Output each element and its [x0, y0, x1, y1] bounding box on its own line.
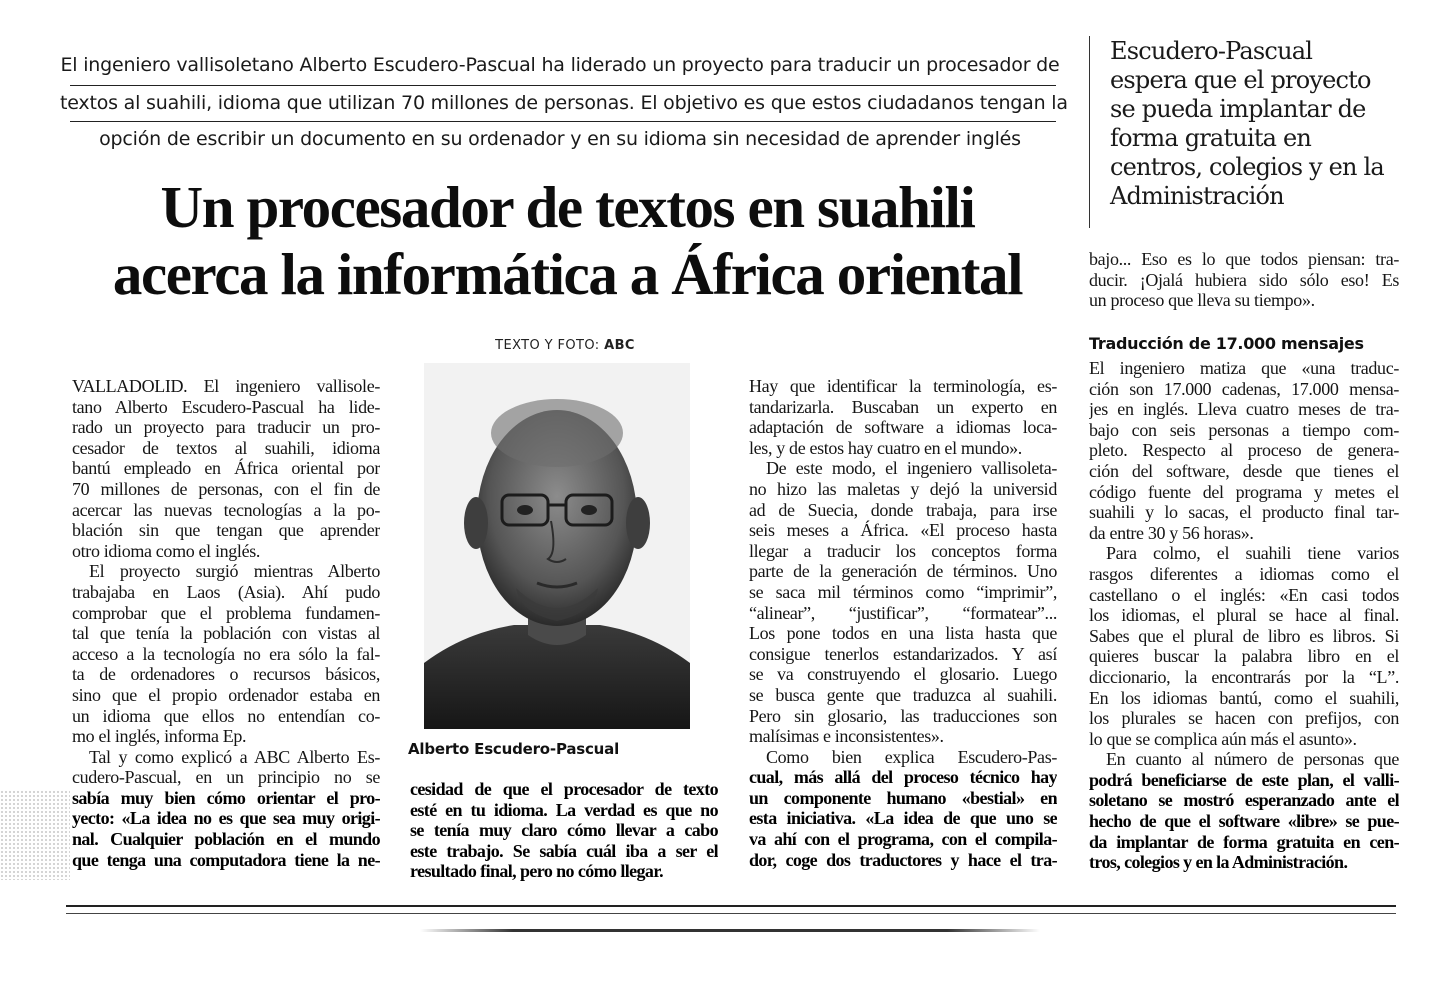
body-line: “alinear”, “justificar”, “formatear”... [749, 602, 1057, 623]
body-line: ción del software, desde que tienes el [1089, 460, 1399, 481]
body-line: diccionario, la encontrarás por la “L”. [1089, 666, 1399, 687]
body-line: adaptación de software a idiomas loca- [749, 417, 1057, 438]
pullquote-line: espera que el proyecto [1110, 66, 1371, 94]
body-line: nal. Cualquier población en el mundo [72, 829, 380, 850]
body-line: bantú empleado en África oriental por [72, 458, 380, 479]
body-line: código fuente del programa y metes el [1089, 481, 1399, 502]
body-line: resultado final, pero no cómo llegar. [410, 861, 663, 882]
pullquote-line: Administración [1110, 182, 1284, 210]
pullquote-line: centros, colegios y en la [1110, 153, 1384, 181]
body-line: El proyecto surgió mientras Alberto [89, 561, 380, 582]
body-line: rasgos diferentes a idiomas como el [1089, 563, 1399, 584]
footer-rule-2 [66, 913, 1396, 914]
body-line: podrá beneficiarse de este plan, el valli- [1089, 769, 1399, 790]
body-line: ción son 17.000 cadenas, 17.000 mensa- [1089, 378, 1399, 399]
headline-line-1: Un procesador de textos en suahili [160, 174, 975, 240]
body-line: trabajaba en Laos (Asia). Ahí pudo [72, 581, 380, 602]
body-line: suahili y lo sacas, el producto final tar- [1089, 502, 1399, 523]
headline-line-2: acerca la informática a África oriental [112, 241, 1023, 307]
body-line: les, y de estos hay cuatro en el mundo». [749, 437, 1022, 458]
body-line: da entre 30 y 56 horas». [1089, 522, 1254, 543]
body-line: Tal y como explicó a ABC Alberto Es- [89, 746, 380, 767]
body-line: El ingeniero matiza que «una traduc- [1089, 358, 1399, 378]
subheading: Traducción de 17.000 mensajes [1089, 334, 1364, 353]
body-line: cudero-Pascual, en un principio no se [72, 767, 380, 788]
body-line: Sabes que el plural de libro es libros. Si [1089, 625, 1399, 646]
body-line: rado un proyecto para traducir un pro- [72, 417, 380, 438]
body-line: sabía muy bien cómo orientar el pro- [72, 787, 380, 808]
body-line: yecto: «La idea no es que sea muy origi- [72, 808, 380, 829]
body-line: cual, más allá del proceso técnico hay [749, 767, 1057, 788]
body-line: 70 millones de personas, con el fin de [72, 478, 380, 499]
body-line: Como bien explica Escudero-Pas- [766, 746, 1057, 767]
body-line: mo el inglés, informa Ep. [72, 726, 247, 747]
body-line: bajo... Eso es lo que todos piensan: tra- [1089, 249, 1399, 269]
photo-caption: Alberto Escudero-Pascual [408, 740, 620, 758]
body-line: En cuanto al número de personas que [1106, 749, 1399, 770]
body-line: se busca gente que traduzca al suahili. [749, 684, 1057, 705]
body-line: Hay que identificar la terminología, es- [749, 376, 1057, 396]
body-line: tros, colegios y en la Administración. [1089, 852, 1348, 873]
body-line: los plurales se hacen con prefijos, con [1089, 708, 1399, 729]
body-line: hecho de que el software «libre» se pue- [1089, 811, 1399, 832]
body-line: quieres buscar la palabra libro en el [1089, 646, 1399, 667]
photo-credit [410, 338, 720, 353]
body-line: VALLADOLID. El ingeniero vallisole- [72, 376, 380, 396]
body-line: parte de la generación de términos. Uno [749, 561, 1057, 582]
body-line: acercar las nuevas tecnologías a la po- [72, 499, 380, 520]
body-line: un idioma que ellos no entendían co- [72, 705, 380, 726]
body-line: acceso a la tecnología no era sólo la fal- [72, 643, 380, 664]
pullquote-line: forma gratuita en [1110, 124, 1312, 152]
body-line: que tenga una computadora tiene la ne- [72, 849, 380, 870]
body-line: tandarizarla. Buscaban un experto en [749, 396, 1057, 417]
body-line: no hizo las maletas y dejó la universid [749, 478, 1057, 499]
body-line: ad de Suecia, donde trabaja, para irse [749, 499, 1057, 520]
body-line: ta de ordenadores o recursos básicos, [72, 664, 380, 685]
body-line: consigue tenerlos estandarizados. Y así [749, 643, 1057, 664]
body-line: se saca mil términos como “imprimir”, [749, 581, 1057, 602]
body-line: En los idiomas bantú, como el suahili, [1089, 687, 1399, 708]
body-line: blación sin que tengan que aprender [72, 520, 380, 541]
body-line: comprobar que el problema fundamen- [72, 602, 380, 623]
body-line: tal que tenía la población con vistas al [72, 623, 380, 644]
deck-rule-2 [70, 121, 1056, 122]
body-line: otro idioma como el inglés. [72, 540, 261, 561]
body-line: Pero sin glosario, las traducciones son [749, 705, 1057, 726]
body-line: va ahí con el programa, con el compila- [749, 829, 1057, 850]
deck-line-3: opción de escribir un documento en su ordenador y en su idioma sin necesidad de aprender inglés [99, 128, 1021, 150]
body-line: se tenía muy claro cómo llevar a cabo [410, 820, 718, 841]
body-line: De este modo, el ingeniero vallisoleta- [766, 458, 1057, 479]
body-line: lo que se complica aún más el asunto». [1089, 728, 1357, 749]
portrait-photo [424, 363, 690, 729]
pullquote-rule [1089, 36, 1090, 228]
body-column-2 [410, 779, 718, 882]
body-column-1 [72, 376, 380, 870]
body-line: tano Alberto Escudero-Pascual ha lide- [72, 396, 380, 417]
body-column-4 [1089, 358, 1399, 873]
body-line: un componente humano «bestial» en [749, 787, 1057, 808]
body-line: ducir. ¡Ojalá hubiera sido sólo eso! Es [1089, 269, 1399, 290]
deck-line-2: textos al suahili, idioma que utilizan 70 millones de personas. El objetivo es que estos ciudadanos tengan la [60, 92, 1068, 114]
footer-rule-3 [420, 929, 1040, 932]
body-line: esté en tu idioma. La verdad es que no [410, 799, 718, 820]
body-line: este trabajo. Se sabía cuál iba a ser el [410, 840, 718, 861]
body-line: un proceso que lleva su tiempo». [1089, 290, 1315, 311]
body-column-3 [749, 376, 1057, 870]
credit-source: ABC [604, 338, 635, 353]
pullquote-line: Escudero-Pascual [1110, 37, 1313, 65]
body-line: dor, coge dos traductores y hace el tra- [749, 849, 1057, 870]
deck-line-1: El ingeniero vallisoletano Alberto Escudero-Pascual ha liderado un proyecto para traducir un procesador de [60, 54, 1060, 76]
body-line: llegar a traducir los conceptos forma [749, 540, 1057, 561]
body-line: pleto. Respecto al proceso de genera- [1089, 440, 1399, 461]
body-line: castellano o el inglés: «En casi todos [1089, 584, 1399, 605]
body-line: Los pone todos en una lista hasta que [749, 623, 1057, 644]
body-line: se va construyendo el glosario. Luego [749, 664, 1057, 685]
deck-rule-1 [70, 85, 1056, 86]
credit-label: TEXTO Y FOTO: [495, 338, 600, 353]
scan-stipple [0, 790, 70, 880]
body-line: cesador de textos al suahili, idioma [72, 437, 380, 458]
footer-rule-1 [66, 905, 1396, 907]
body-line: sino que el propio ordenador estaba en [72, 684, 380, 705]
body-line: Para colmo, el suahili tiene varios [1106, 543, 1399, 564]
body-line: los idiomas, el plural se hace al final. [1089, 605, 1399, 626]
body-line: bajo con seis personas a tiempo com- [1089, 419, 1399, 440]
body-line: cesidad de que el procesador de texto [410, 779, 718, 799]
body-line: esta iniciativa. «La idea de que uno se [749, 808, 1057, 829]
body-line: malísimas e inconsistentes». [749, 726, 944, 747]
body-column-4-top [1089, 249, 1399, 311]
body-line: seis meses a África. «El proceso hasta [749, 520, 1057, 541]
body-line: da implantar de forma gratuita en cen- [1089, 831, 1399, 852]
body-line: jes en inglés. Lleva cuatro meses de tra- [1089, 399, 1399, 420]
pullquote-line: se pueda implantar de [1110, 95, 1366, 123]
body-line: soletano se mostró esperanzado ante el [1089, 790, 1399, 811]
